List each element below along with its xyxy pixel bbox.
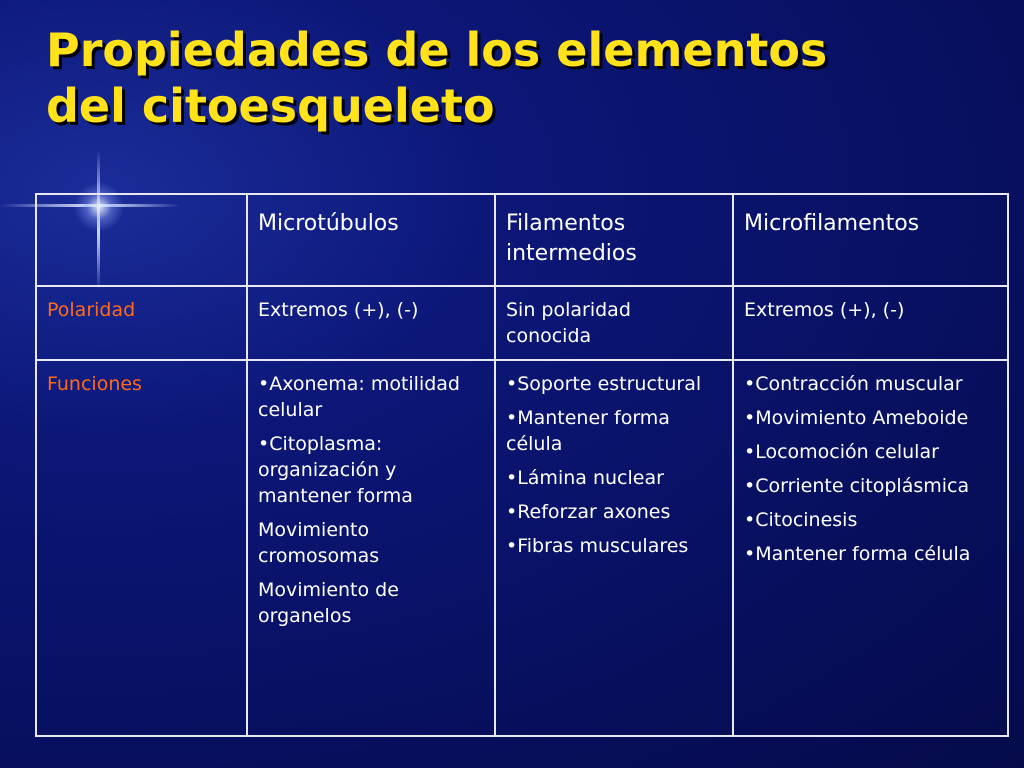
cell-polaridad-filamentos-intermedios: Sin polaridad conocida — [495, 286, 733, 360]
list-item: •Mantener forma célula — [744, 543, 971, 565]
slide-title-line-1: Propiedades de los elementos — [46, 23, 828, 77]
list-item: •Movimiento Ameboide — [744, 407, 969, 429]
header-microtubulos: Microtúbulos — [247, 194, 495, 286]
list-item: •Axonema: motilidad celular — [258, 373, 460, 421]
list-item: •Reforzar axones — [506, 501, 671, 523]
list-item: Movimiento cromosomas — [258, 519, 380, 567]
list-item: •Corriente citoplásmica — [744, 475, 970, 497]
header-filamentos-intermedios: Filamentos intermedios — [495, 194, 733, 286]
header-microfilamentos: Microfilamentos — [733, 194, 1008, 286]
slide-title — [46, 22, 986, 134]
list-item: •Citocinesis — [744, 509, 858, 531]
cell-funciones-filamentos-intermedios — [495, 360, 733, 736]
list-item: •Mantener forma célula — [506, 407, 670, 455]
header-empty-cell — [36, 194, 247, 286]
cell-funciones-microfilamentos — [733, 360, 1008, 736]
cell-polaridad-microfilamentos: Extremos (+), (-) — [733, 286, 1008, 360]
list-item: •Soporte estructural — [506, 373, 702, 395]
table-row-funciones — [36, 360, 1008, 736]
list-item: Movimiento de organelos — [258, 579, 399, 627]
properties-table — [35, 193, 1009, 737]
list-item: •Fibras musculares — [506, 535, 689, 557]
list-item: •Citoplasma: organización y mantener forma — [258, 433, 413, 507]
cell-polaridad-microtubulos: Extremos (+), (-) — [247, 286, 495, 360]
list-item: •Locomoción celular — [744, 441, 939, 463]
table-header-row — [36, 194, 1008, 286]
list-item: •Lámina nuclear — [506, 467, 664, 489]
row-label-polaridad: Polaridad — [36, 286, 247, 360]
table-row-polaridad — [36, 286, 1008, 360]
list-item: •Contracción muscular — [744, 373, 963, 395]
cell-funciones-microtubulos — [247, 360, 495, 736]
row-label-funciones: Funciones — [36, 360, 247, 736]
slide-title-line-2: del citoesqueleto — [46, 79, 495, 133]
